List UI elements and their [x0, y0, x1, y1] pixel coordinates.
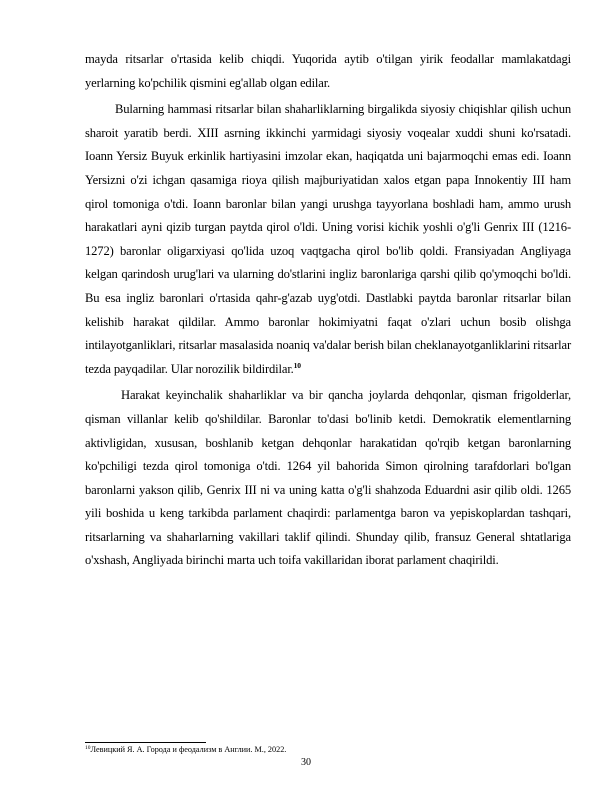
body-paragraph-3: Harakat keyinchalik shaharliklar va bir qancha joylarda dehqonlar, qisman frigolderlar, qisman villanlar kelib qo'shildilar. Baronlar to'dasi bo'linib ketdi. Demokratik elementlarning aktivligidan, xususan, boshlanib ketgan dehqonlar harakatidan qo'rqib ketgan baronlarning ko'pchiligi tezda qirol tomoniga o'tdi. 1264 yil bahorida Simon qirolning tarafdorlari bo'lgan baronlarni yakson qilib, Genrix III ni va uning katta o'g'li shahzoda Eduardni asir qilib oldi. 1265 yili boshida u keng tarkibda parlament chaqirdi: parlamentga baron va yepiskoplardan tashqari, ritsarlarning va shaharlarning vakillari taklif qilindi. Shunday qilib, fransuz General shtatlariga o'xshash, Angliyada birinchi marta uch toifa vakillaridan iborat parlament chaqirildi.: [85, 388, 571, 568]
footnote-number: 10: [85, 745, 91, 751]
body-paragraph-2: [85, 98, 571, 381]
document-page: [85, 48, 571, 573]
footnote-reference[interactable]: 10: [293, 360, 301, 370]
body-paragraph-1: mayda ritsarlar o'rtasida kelib chiqdi. Yuqorida aytib o'tilgan yirik feodallar mamlakatdagi yerlarning ko'pchilik qismini eg'allab olgan edilar.: [85, 52, 571, 90]
footnote-separator: [85, 742, 206, 743]
footnote-text: Левицкий Я. А. Города и феодализм в Англии. М., 2022.: [90, 745, 287, 754]
body-paragraph-2-text: Bularning hammasi ritsarlar bilan shaharliklarning birgalikda siyosiy chiqishlar qilish uchun sharoit yaratib berdi. XIII asrning ikkinchi yarmidagi siyosiy voqealar xuddi shuni ko'rsatadi. Ioann Yersiz Buyuk erkinlik hartiyasini imzolar ekan, haqiqatda uni bajarmoqchi emas edi. Ioann Yersizni o'zi ichgan qasamiga rioya qilish majburiyatidan xalos etgan papa Innokentiy III ham qirol tomoniga o'tdi. Ioann baronlar bilan yangi urushga tayyorlana boshladi ham, ammo urush harakatlari ayni qizib turgan paytda qirol o'ldi. Uning vorisi kichik yoshli o'g'li Genrix III (1216-1272) baronlar oligarxiyasi qo'lida uzoq vaqtgacha qirol bo'lib qoldi. Fransiyadan Angliyaga kelgan qarindosh urug'lari va ularning do'stlarini ingliz baronlariga qarshi qilib qo'ymoqchi bo'ldi. Bu esa ingliz baronlari o'rtasida qahr-g'azab uyg'otdi. Dastlabki paytda baronlar ritsarlar bilan kelishib harakat qildilar. Ammo baronlar hokimiyatni faqat o'zlari uchun bosib olishga intilayotganliklari, ritsarlar masalasida noaniq va'dalar berish bilan cheklanayotganliklarini ritsarlar tezda payqadilar. Ular norozilik bildirdilar.: [85, 102, 571, 376]
footnote: [85, 745, 286, 755]
page-number: 30: [301, 757, 311, 768]
